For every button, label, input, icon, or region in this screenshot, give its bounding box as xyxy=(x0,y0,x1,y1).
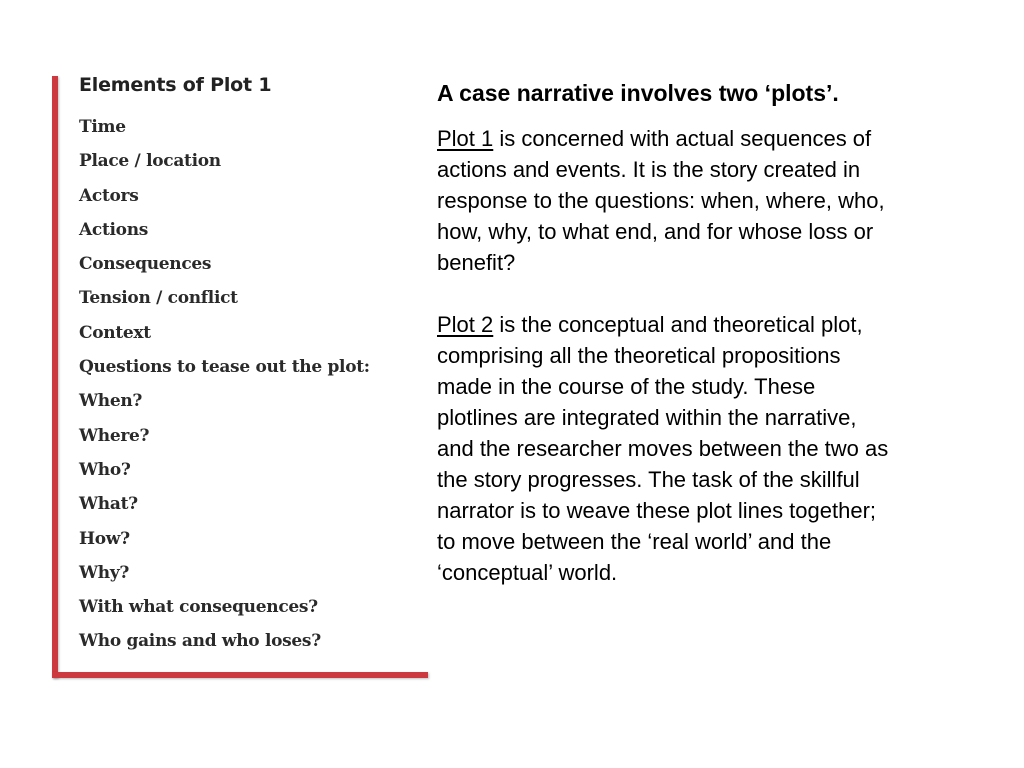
plot1-line: response to the questions: when, where, who, xyxy=(437,188,885,213)
list-item: What? xyxy=(79,494,138,515)
list-item: Why? xyxy=(79,562,130,583)
plot2-line: plotlines are integrated within the narrative, xyxy=(437,405,857,430)
plot2-line xyxy=(437,309,977,340)
plot1-line: actions and events. It is the story created in xyxy=(437,157,861,182)
plot1-line: benefit? xyxy=(437,250,516,275)
list-item: Questions to tease out the plot: xyxy=(79,357,370,378)
figure-title: Elements of Plot 1 xyxy=(79,74,272,96)
list-item: Consequences xyxy=(79,254,212,275)
plot2-paragraph xyxy=(437,309,977,588)
plot2-line: to move between the ‘real world’ and the xyxy=(437,529,832,554)
plot2-line: the story progresses. The task of the skillful xyxy=(437,467,860,492)
plot1-paragraph xyxy=(437,123,977,278)
plot1-label: Plot 1 xyxy=(437,126,494,151)
plot-elements-list xyxy=(79,113,370,662)
plot2-label: Plot 2 xyxy=(437,312,494,337)
list-item: How? xyxy=(79,528,130,549)
plot2-line: comprising all the theoretical propositions xyxy=(437,343,841,368)
list-item: Time xyxy=(79,117,126,137)
list-item: Tension / conflict xyxy=(79,288,238,309)
slide-heading: A case narrative involves two ‘plots’. xyxy=(437,80,839,106)
figure-border-left xyxy=(52,76,58,678)
list-item: Who? xyxy=(79,459,131,480)
plot1-line xyxy=(437,123,977,154)
plot2-line: narrator is to weave these plot lines together; xyxy=(437,498,877,523)
plot2-line: and the researcher moves between the two as xyxy=(437,436,889,461)
list-item: Where? xyxy=(79,425,150,446)
plot2-line-text: is the conceptual and theoretical plot, xyxy=(493,312,863,337)
list-item: When? xyxy=(79,391,143,412)
list-item: With what consequences? xyxy=(79,597,318,618)
list-item: Actions xyxy=(79,219,149,240)
plot2-line: made in the course of the study. These xyxy=(437,374,816,399)
figure-border-bottom xyxy=(52,672,428,678)
text-column xyxy=(437,78,977,619)
plot2-line: ‘conceptual’ world. xyxy=(437,560,618,585)
plot1-line-text: is concerned with actual sequences of xyxy=(493,126,872,151)
plot1-line: how, why, to what end, and for whose loss or xyxy=(437,219,874,244)
list-item: Actors xyxy=(79,185,139,206)
list-item: Context xyxy=(79,322,151,343)
list-item: Who gains and who loses? xyxy=(79,631,321,652)
list-item: Place / location xyxy=(79,151,221,172)
